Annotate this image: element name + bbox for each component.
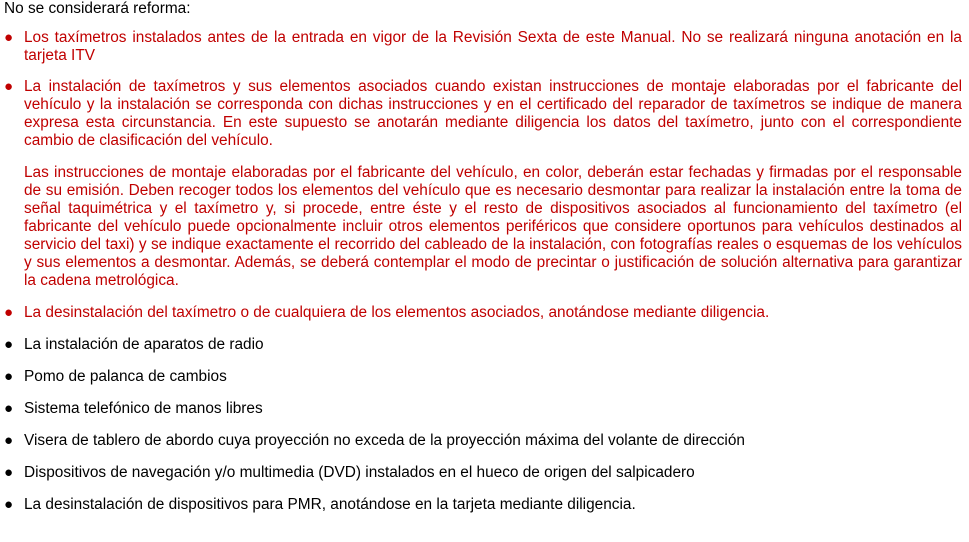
list-item — [4, 432, 962, 450]
list-item — [4, 304, 962, 322]
bullet-icon: ● — [4, 304, 14, 321]
bullet-icon: ● — [4, 432, 14, 449]
bullet-icon: ● — [4, 368, 14, 385]
list-item-text: Los taxímetros instalados antes de la entrada en vigor de la Revisión Sexta de este Manual. No se realizará ninguna anotación en la tarjeta ITV — [24, 29, 962, 64]
list-item — [4, 496, 962, 514]
list-item-text: Sistema telefónico de manos libres — [24, 400, 263, 417]
document-body — [4, 0, 962, 514]
list-item — [4, 368, 962, 386]
list-item — [4, 464, 962, 482]
intro-text: No se considerará reforma: — [4, 0, 191, 17]
list-item-text: La instalación de taxímetros y sus elementos asociados cuando existan instrucciones de montaje elaboradas por el fabricante del vehículo y la instalación se corresponda con dichas instrucciones y en el certificado del reparador de taxímetros se indique de manera expresa esta circunstancia. En este supuesto se anotarán mediante diligencia los datos del taxímetro, junto con el correspondiente cambio de clasificación del vehículo. — [24, 78, 962, 149]
list-item — [4, 29, 962, 65]
list-item-subparagraph: Las instrucciones de montaje elaboradas por el fabricante del vehículo, en color, deberán estar fechadas y firmadas por el responsable de su emisión. Deben recoger todos los elementos del vehículo que es necesario desmontar para realizar la instalación entre la toma de señal taquimétrica y el taxímetro y, si procede, entre éste y el resto de dispositivos asociados al funcionamiento del taxímetro (el fabricante del vehículo puede opcionalmente incluir otros elementos periféricos que considere oportunos para vehículos destinados al servicio del taxi) y se indique exactamente el recorrido del cableado de la instalación, con fotografías reales o esquemas de los vehículos y sus elementos a desmontar. Además, se deberá contemplar el modo de precintar o justificación de solución alternativa para garantizar la cadena metrológica. — [24, 164, 962, 289]
list-item-text: Dispositivos de navegación y/o multimedia (DVD) instalados en el hueco de origen del salpicadero — [24, 464, 695, 481]
list-item-text: Visera de tablero de abordo cuya proyección no exceda de la proyección máxima del volante de dirección — [24, 432, 745, 449]
list-item-text: La instalación de aparatos de radio — [24, 336, 264, 353]
reform-exclusion-list — [4, 29, 962, 514]
bullet-icon: ● — [4, 29, 14, 46]
bullet-icon: ● — [4, 496, 14, 513]
list-item-text: Pomo de palanca de cambios — [24, 368, 227, 385]
bullet-icon: ● — [4, 336, 14, 353]
bullet-icon: ● — [4, 464, 14, 481]
list-item — [4, 400, 962, 418]
list-item-text: La desinstalación de dispositivos para PMR, anotándose en la tarjeta mediante diligencia. — [24, 496, 636, 513]
list-item — [4, 78, 962, 290]
list-item — [4, 336, 962, 354]
list-item-text: La desinstalación del taxímetro o de cualquiera de los elementos asociados, anotándose mediante diligencia. — [24, 304, 770, 321]
bullet-icon: ● — [4, 78, 14, 95]
bullet-icon: ● — [4, 400, 14, 417]
